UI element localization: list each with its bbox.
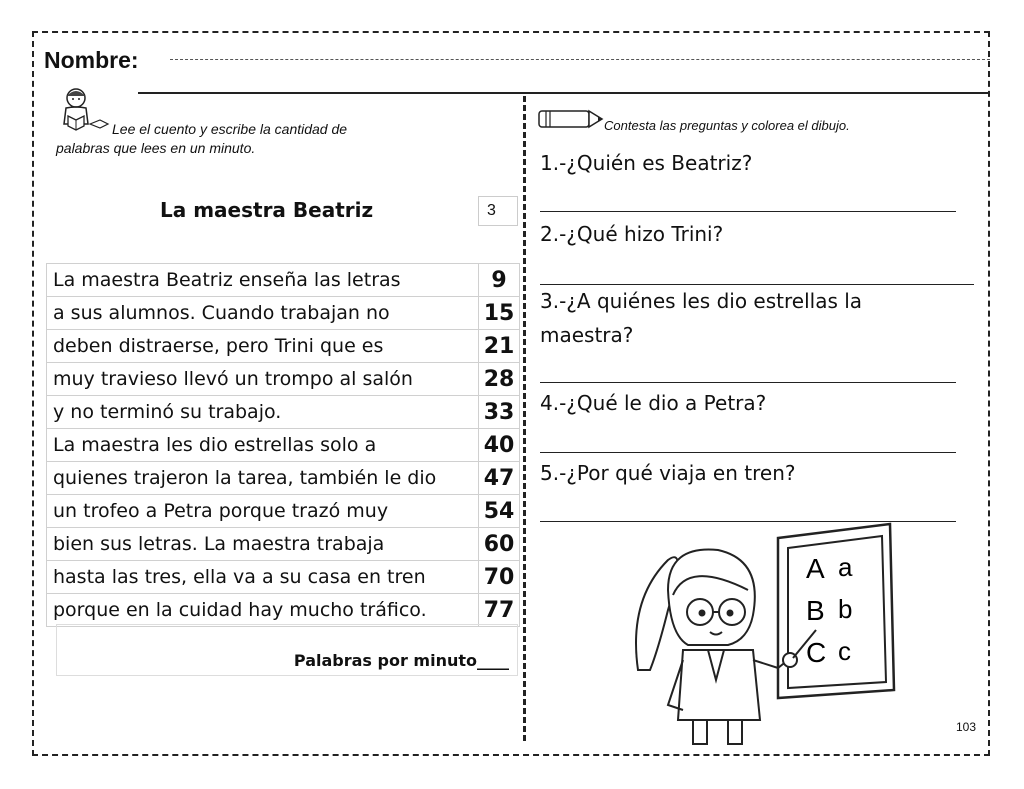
story-line-text: a sus alumnos. Cuando trabajan no <box>47 297 479 330</box>
story-line-text: deben distraerse, pero Trini que es <box>47 330 479 363</box>
story-line-text: muy travieso llevó un trompo al salón <box>47 363 479 396</box>
story-row <box>47 297 520 330</box>
story-row <box>47 330 520 363</box>
question-4: 4.-¿Qué le dio a Petra? <box>540 391 767 415</box>
answer-line-4[interactable] <box>540 452 956 453</box>
column-divider <box>523 96 526 741</box>
story-line-text: hasta las tres, ella va a su casa en tren <box>47 561 479 594</box>
story-row <box>47 594 520 627</box>
instruction-line-2: palabras que lees en un minuto. <box>56 140 256 156</box>
story-row <box>47 495 520 528</box>
story-line-count: 40 <box>479 429 520 462</box>
words-per-minute-box <box>56 624 518 676</box>
name-answer-line[interactable] <box>138 92 988 94</box>
story-line-text: bien sus letras. La maestra trabaja <box>47 528 479 561</box>
name-label: Nombre: <box>44 47 139 73</box>
teacher-chalkboard-illustration <box>628 520 908 752</box>
question-3-line-2: maestra? <box>540 323 634 347</box>
question-3 <box>540 284 960 352</box>
story-line-text: porque en la cuidad hay mucho tráfico. <box>47 594 479 627</box>
story-line-count: 21 <box>479 330 520 363</box>
story-line-text: quienes trajeron la tarea, también le dio <box>47 462 479 495</box>
story-title: La maestra Beatriz <box>160 198 374 222</box>
story-table <box>46 263 520 627</box>
story-line-count: 77 <box>479 594 520 627</box>
question-3-line-1: 3.-¿A quiénes les dio estrellas la <box>540 289 863 313</box>
story-line-count: 33 <box>479 396 520 429</box>
words-per-minute-label: Palabras por minuto____ <box>293 651 509 670</box>
page-number: 103 <box>956 720 977 734</box>
pencil-icon <box>536 108 606 130</box>
story-row <box>47 429 520 462</box>
board-letter-5: C <box>806 637 827 668</box>
board-letter-3: B <box>806 595 825 626</box>
story-line-count: 15 <box>479 297 520 330</box>
answer-line-3[interactable] <box>540 382 956 383</box>
story-line-count: 70 <box>479 561 520 594</box>
story-line-count: 60 <box>479 528 520 561</box>
story-row <box>47 561 520 594</box>
name-dashed-guide <box>170 59 990 60</box>
question-2: 2.-¿Qué hizo Trini? <box>540 222 724 246</box>
story-line-text: y no terminó su trabajo. <box>47 396 479 429</box>
story-line-count: 47 <box>479 462 520 495</box>
answer-line-1[interactable] <box>540 211 956 212</box>
story-line-count: 54 <box>479 495 520 528</box>
chalkboard <box>778 524 894 698</box>
title-word-count: 3 <box>478 196 518 226</box>
board-letter-2: a <box>838 552 853 582</box>
story-line-text: un trofeo a Petra porque trazó muy <box>47 495 479 528</box>
left-instructions <box>56 120 476 158</box>
board-letter-6: c <box>838 636 851 666</box>
right-instructions: Contesta las preguntas y colorea el dibujo. <box>604 118 850 133</box>
story-line-text: La maestra les dio estrellas solo a <box>47 429 479 462</box>
story-row <box>47 528 520 561</box>
instruction-line-1: Lee el cuento y escribe la cantidad de <box>112 121 348 137</box>
board-letter-4: b <box>838 594 853 624</box>
story-line-text: La maestra Beatriz enseña las letras <box>47 264 479 297</box>
story-line-count: 28 <box>479 363 520 396</box>
story-row <box>47 396 520 429</box>
story-row <box>47 363 520 396</box>
story-row <box>47 462 520 495</box>
question-5: 5.-¿Por qué viaja en tren? <box>540 461 796 485</box>
story-line-count: 9 <box>479 264 520 297</box>
story-row <box>47 264 520 297</box>
question-1: 1.-¿Quién es Beatriz? <box>540 151 753 175</box>
board-letter-1: A <box>806 553 825 584</box>
